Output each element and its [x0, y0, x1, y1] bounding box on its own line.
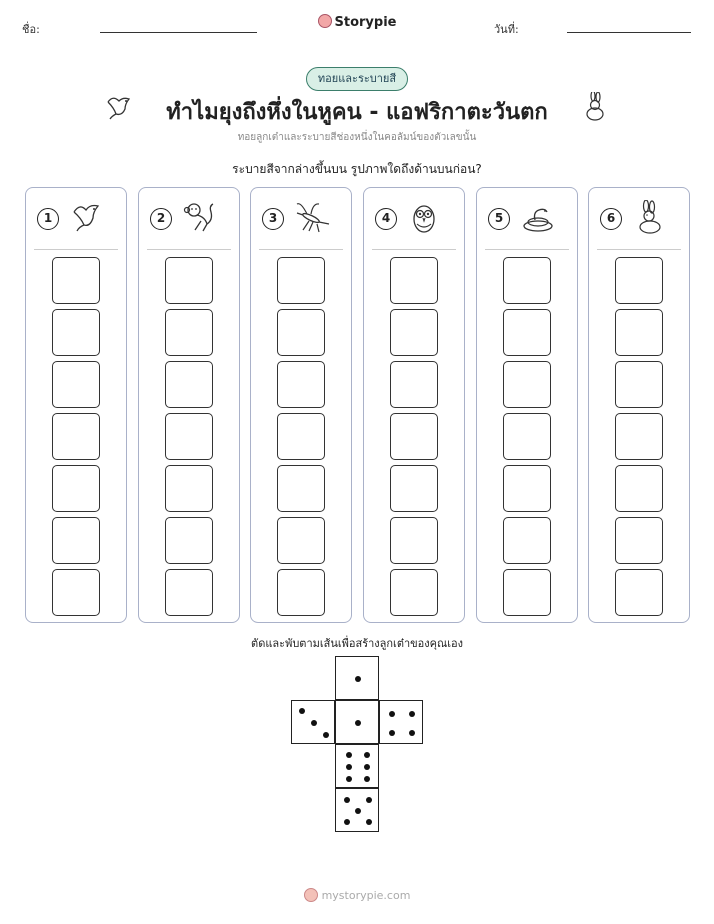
color-box[interactable] [277, 465, 325, 512]
brand-name: Storypie [334, 15, 397, 30]
column-divider [597, 249, 681, 250]
color-box[interactable] [615, 517, 663, 564]
column-number: 4 [375, 208, 397, 230]
die-pip [389, 730, 395, 736]
color-box[interactable] [615, 465, 663, 512]
column-6 [588, 187, 690, 623]
column-header [34, 198, 120, 242]
snake-icon [521, 200, 557, 236]
rabbit-icon [580, 92, 610, 122]
mosquito-icon [295, 200, 331, 236]
color-box[interactable] [390, 361, 438, 408]
color-box[interactable] [390, 257, 438, 304]
monkey-icon [183, 200, 219, 236]
column-header [597, 198, 683, 242]
footer [0, 888, 714, 902]
column-3 [250, 187, 352, 623]
die-pip [366, 819, 372, 825]
column-divider [147, 249, 231, 250]
die-pip [344, 797, 350, 803]
column-number: 6 [600, 208, 622, 230]
die-pip [355, 808, 361, 814]
name-line[interactable] [100, 32, 257, 33]
storypie-logo-icon [318, 14, 332, 28]
column-5 [476, 187, 578, 623]
die-pip [323, 732, 329, 738]
die-pip [311, 720, 317, 726]
footer-url[interactable]: mystorypie.com [321, 889, 411, 902]
color-box[interactable] [52, 309, 100, 356]
color-box[interactable] [165, 257, 213, 304]
color-box[interactable] [503, 517, 551, 564]
color-box[interactable] [615, 361, 663, 408]
die-face-5 [335, 788, 379, 832]
die-pip [366, 797, 372, 803]
die-face-1 [335, 656, 379, 700]
color-box[interactable] [615, 309, 663, 356]
color-box[interactable] [277, 517, 325, 564]
page-subtitle: ทอยลูกเต๋าและระบายสีช่องหนึ่งในคอลัมน์ของตัวเลขนั้น [237, 132, 477, 143]
color-box[interactable] [277, 309, 325, 356]
die-pip [389, 711, 395, 717]
color-box[interactable] [165, 569, 213, 616]
die-face-1-center [335, 700, 379, 744]
column-number: 2 [150, 208, 172, 230]
color-box[interactable] [503, 413, 551, 460]
storypie-logo-icon [304, 888, 318, 902]
color-box[interactable] [165, 413, 213, 460]
color-box[interactable] [390, 413, 438, 460]
color-box[interactable] [503, 257, 551, 304]
color-box[interactable] [503, 361, 551, 408]
die-pip [355, 676, 361, 682]
die-pip [364, 764, 370, 770]
die-pip [409, 730, 415, 736]
color-box[interactable] [165, 517, 213, 564]
name-label: ชื่อ: [22, 23, 40, 36]
color-box[interactable] [503, 569, 551, 616]
color-box[interactable] [52, 465, 100, 512]
die-face-4 [379, 700, 423, 744]
instruction-text: ระบายสีจากล่างขึ้นบน รูปภาพใดถึงด้านบนก่อน? [232, 162, 482, 176]
date-label: วันที่: [494, 23, 519, 36]
column-number: 3 [262, 208, 284, 230]
color-box[interactable] [52, 361, 100, 408]
color-box[interactable] [165, 361, 213, 408]
color-box[interactable] [52, 569, 100, 616]
column-number: 1 [37, 208, 59, 230]
color-box[interactable] [52, 257, 100, 304]
column-divider [372, 249, 456, 250]
die-face-6 [335, 744, 379, 788]
column-header [372, 198, 458, 242]
column-header [485, 198, 571, 242]
column-divider [485, 249, 569, 250]
color-box[interactable] [277, 361, 325, 408]
die-pip [355, 720, 361, 726]
color-box[interactable] [277, 257, 325, 304]
die-pip [409, 711, 415, 717]
die-face-3 [291, 700, 335, 744]
owl-icon [408, 200, 444, 236]
color-box[interactable] [277, 569, 325, 616]
activity-tag: ทอยและระบายสี [306, 67, 408, 91]
color-box[interactable] [165, 309, 213, 356]
column-header [147, 198, 233, 242]
date-line[interactable] [567, 32, 691, 33]
color-box[interactable] [390, 465, 438, 512]
color-box[interactable] [165, 465, 213, 512]
color-box[interactable] [615, 413, 663, 460]
color-box[interactable] [277, 413, 325, 460]
color-box[interactable] [503, 465, 551, 512]
rabbit-icon [633, 200, 669, 236]
die-pip [346, 752, 352, 758]
page-title: ทำไมยุงถึงหึ่งในหูคน - แอฟริกาตะวันตก [166, 100, 548, 125]
column-4 [363, 187, 465, 623]
die-pip [299, 708, 305, 714]
column-number: 5 [488, 208, 510, 230]
color-box[interactable] [52, 517, 100, 564]
color-box[interactable] [390, 569, 438, 616]
column-header [259, 198, 345, 242]
die-pip [364, 776, 370, 782]
cut-instruction: ตัดและพับตามเส้นเพื่อสร้างลูกเต๋าของคุณเอง [251, 637, 463, 650]
color-box[interactable] [615, 257, 663, 304]
column-divider [259, 249, 343, 250]
die-pip [364, 752, 370, 758]
die-pip [344, 819, 350, 825]
column-divider [34, 249, 118, 250]
color-box[interactable] [503, 309, 551, 356]
bird-icon [70, 200, 106, 236]
color-box[interactable] [390, 517, 438, 564]
die-pip [346, 776, 352, 782]
column-1 [25, 187, 127, 623]
color-box[interactable] [390, 309, 438, 356]
die-pip [346, 764, 352, 770]
brand-logo [0, 14, 714, 30]
color-box[interactable] [52, 413, 100, 460]
color-box[interactable] [615, 569, 663, 616]
column-2 [138, 187, 240, 623]
